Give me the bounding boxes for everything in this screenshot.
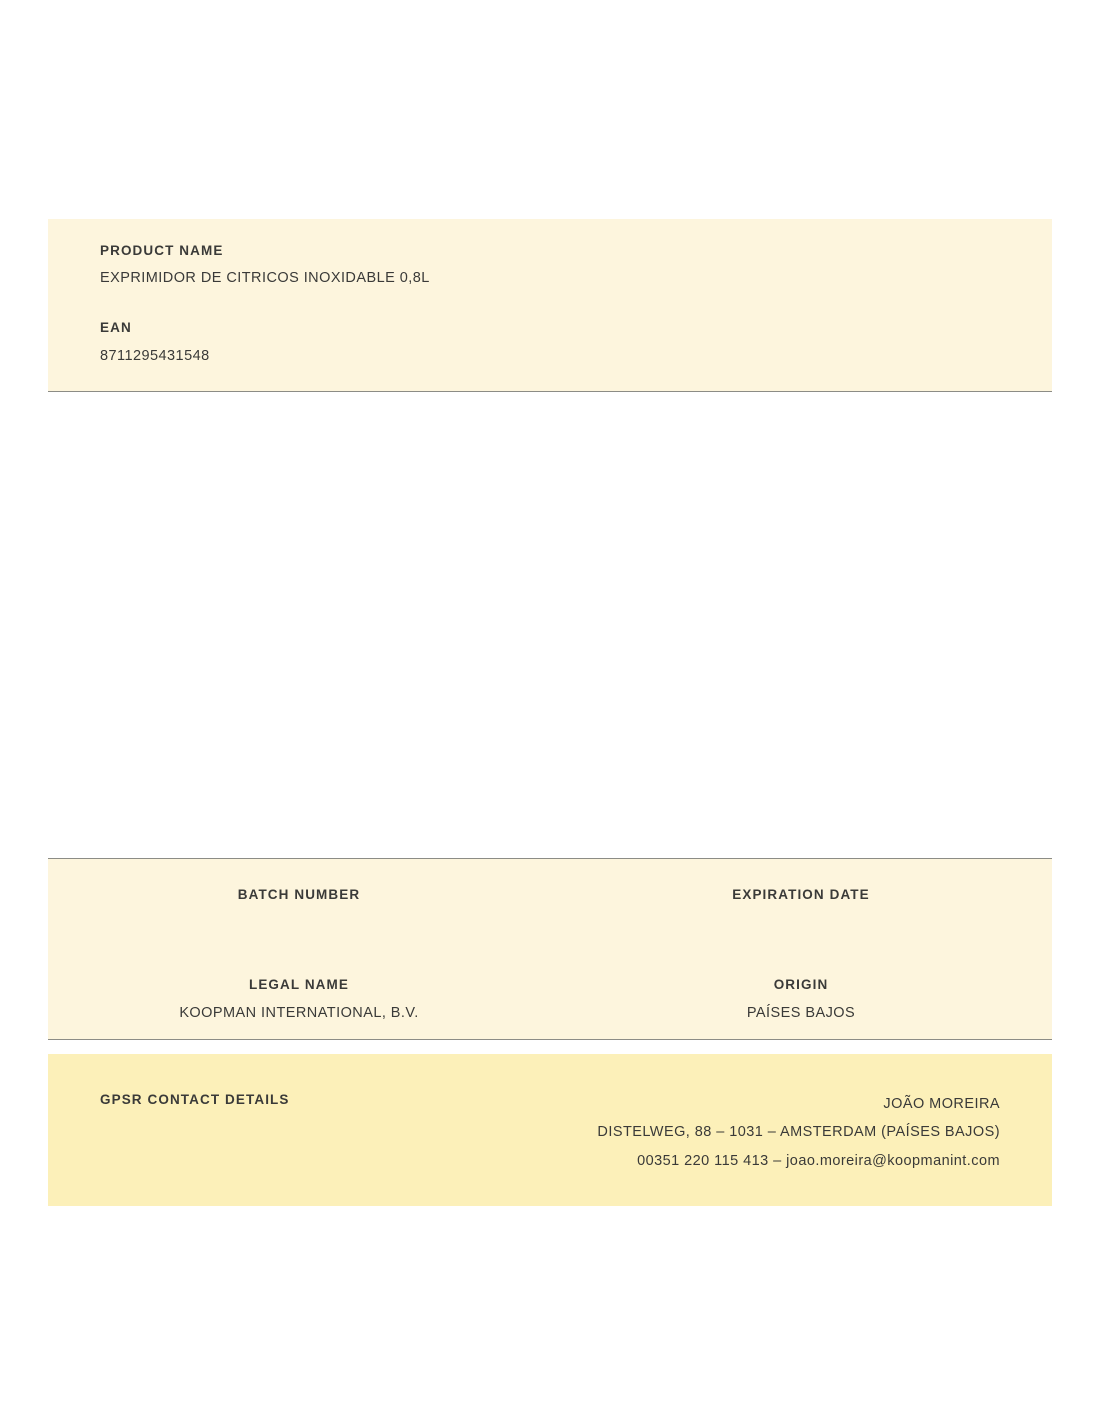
product-details-panel [48,858,1052,1040]
gpsr-contact-name: JOÃO MOREIRA [883,1096,1000,1112]
content-spacer [48,392,1052,858]
origin-label: ORIGIN [773,977,829,992]
origin-value: PAÍSES BAJOS [746,1005,856,1022]
product-name-value: EXPRIMIDOR DE CITRICOS INOXIDABLE 0,8L [100,270,430,287]
batch-number-label: BATCH NUMBER [237,887,361,902]
ean-label: EAN [100,320,132,336]
product-name-label: PRODUCT NAME [100,243,224,258]
gpsr-contact-label: GPSR CONTACT DETAILS [100,1092,290,1107]
origin-field [550,975,1052,1024]
ean-field [100,318,1000,366]
expiration-date-label: EXPIRATION DATE [732,887,870,902]
product-info-panel [48,219,1052,392]
product-name-field [100,241,1000,289]
batch-number-value [48,913,550,931]
gpsr-contact-lines [597,1090,1000,1175]
batch-number-field [48,885,550,931]
gpsr-contact-panel [48,1054,1052,1206]
gpsr-contact-address: DISTELWEG, 88 – 1031 – AMSTERDAM (PAÍSES BAJOS) [597,1124,1000,1141]
legal-origin-row [48,975,1052,1024]
legal-name-field [48,975,550,1024]
expiration-date-field [550,885,1052,931]
gpsr-contact-phone-email: 00351 220 115 413 – joao.moreira@koopmanint.com [637,1152,1000,1169]
legal-name-value: KOOPMAN INTERNATIONAL, B.V. [179,1005,419,1022]
legal-name-label: LEGAL NAME [248,977,349,992]
expiration-date-value [550,913,1052,931]
ean-value: 8711295431548 [100,347,210,364]
batch-expiration-row [48,885,1052,931]
